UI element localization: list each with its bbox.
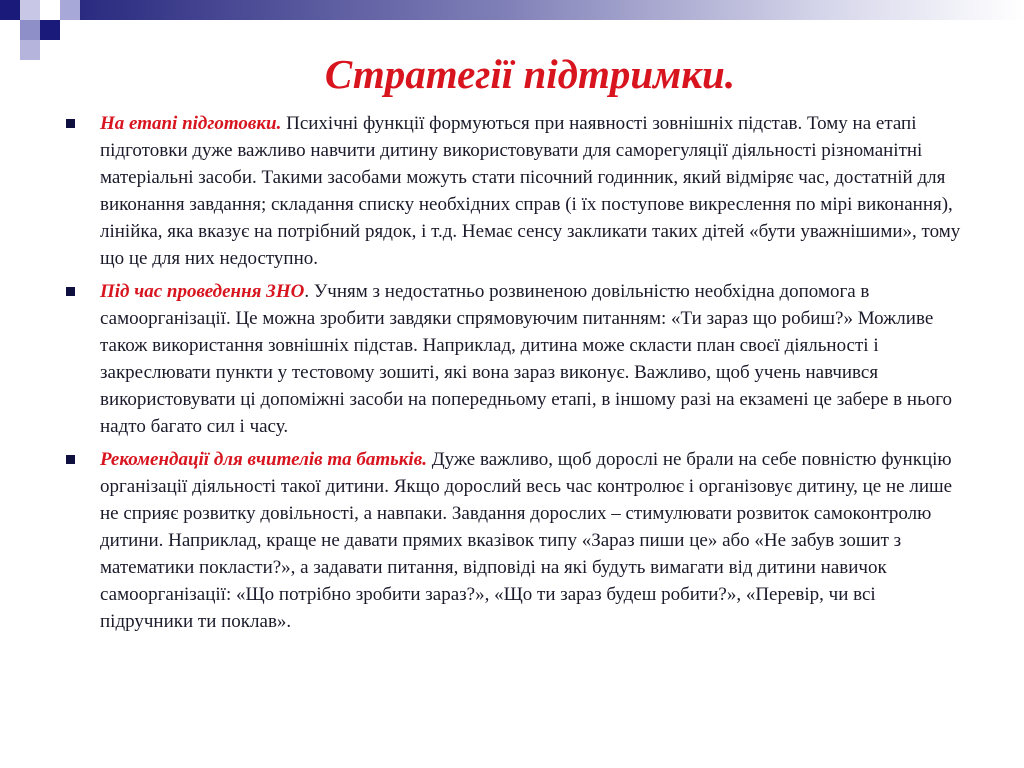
item-heading: На етапі підготовки. (100, 113, 282, 134)
slide-title: Стратегії підтримки. (324, 51, 736, 97)
corner-square-dark (0, 0, 20, 20)
top-gradient-bar (80, 0, 1024, 20)
square-bullet-icon (66, 119, 75, 128)
corner-square-dark (40, 20, 60, 40)
corner-square-light (20, 0, 40, 20)
item-heading: Під час проведення ЗНО (100, 281, 305, 302)
corner-square-mid (60, 0, 80, 20)
item-text: . Учням з недостатньо розвиненою довільністю необхідна допомога в самоорганізації. Це можна зробити завдяки спрямовуючим питанням: «Ти зараз що робиш?» Можливе також використання зовнішніх підстав. Наприклад, дитина може скласти план своєї діяльності і закреслювати пункти у тестовому зошиті, які вона зараз виконує. Важливо, щоб учень навчився використовувати ці допоміжні засоби на попередньому етапі, в іншому разі на екзамені це забере в нього надто багато сил і часу. (100, 281, 953, 437)
bullet-list (62, 110, 967, 641)
list-item (62, 446, 967, 635)
item-text: Психічні функції формуються при наявності зовнішніх підстав. Тому на етапі підготовки дуже важливо навчити дитину використовувати для саморегуляції діяльності різноманітні матеріальні засоби. Такими засобами можуть стати пісочний годинник, який відміряє час, достатній для виконання завдання; складання списку необхідних справ (і їх поступове викреслення по мірі виконання), лінійка, яка вказує на потрібний рядок, і т.д. Немає сенсу закликати таких дітей «бути уважнішими», тому що це для них недоступно. (100, 113, 961, 269)
list-item (62, 110, 967, 272)
square-bullet-icon (66, 287, 75, 296)
item-heading: Рекомендації для вчителів та батьків. (100, 449, 427, 470)
corner-square-mid (20, 20, 40, 40)
square-bullet-icon (66, 455, 75, 464)
item-text: Дуже важливо, щоб дорослі не брали на себе повністю функцію організації діяльності такої дитини. Якщо дорослий весь час контролює і організовує дитину, це не лише не сприяє розвитку довільності, а навпаки. Завдання дорослих – стимулювати розвиток самоконтролю дитини. Наприклад, краще не давати прямих вказівок типу «Зараз пиши це» або «Не забув зошит з математики покласти?», а задавати питання, відповіді на які будуть вимагати від дитини навичок самоорганізації: «Що потрібно зробити зараз?», «Що ти зараз будеш робити?», «Перевір, чи всі підручники ти поклав». (100, 449, 953, 632)
list-item (62, 278, 967, 440)
